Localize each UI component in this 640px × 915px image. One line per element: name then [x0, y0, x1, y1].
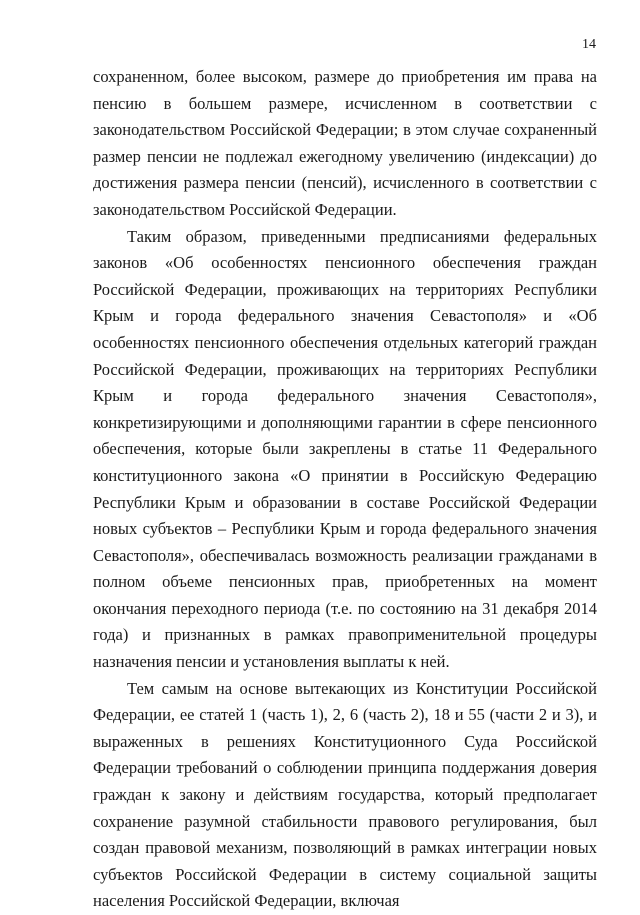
- paragraph-continuation: сохраненном, более высоком, размере до приобретения им права на пенсию в большем размере, исчисленном в соответствии с законодательством Российской Федерации; в этом случае сохраненный размер пенсии не подлежал ежегодному увеличению (индексации) до достижения размера пенсии (пенсий), исчисленного в соответствии с законодательством Российской Федерации.: [93, 67, 597, 219]
- paragraph-legal-mechanism: Тем самым на основе вытекающих из Конституции Российской Федерации, ее статей 1 (часть 1), 2, 6 (часть 2), 18 и 55 (части 2 и 3), и выраженных в решениях Конституционного Суда Российской Федерации требований о соблюдении принципа поддержания доверия граждан к закону и действиям государства, который предполагает сохранение разумной стабильности правового регулирования, был создан правовой механизм, позволяющий в рамках интеграции новых субъектов Российской Федерации в систему социальной защиты населения Российской Федерации, включая: [93, 678, 597, 911]
- paragraph-federal-laws-summary: Таким образом, приведенными предписаниями федеральных законов «Об особенностях пенсионного обеспечения граждан Российской Федерации, проживающих на территориях Республики Крым и города федерального значения Севастополя» и «Об особенностях пенсионного обеспечения отдельных категорий граждан Российской Федерации, проживающих на территориях Республики Крым и города федерального значения Севастополя», конкретизирующими и дополняющими гарантии в сфере пенсионного обеспечения, которые были закреплены в статье 11 Федерального конституционного закона «О принятии в Российскую Федерацию Республики Крым и образовании в составе Российской Федерации новых субъектов – Республики Крым и города федерального значения Севастополя», обеспечивалась возможность реализации гражданами в полном объеме пенсионных прав, приобретенных на момент окончания переходного периода (т.е. по состоянию на 31 декабря 2014 года) и признанных в рамках правоприменительной процедуры назначения пенсии и установления выплаты к ней.: [93, 226, 597, 672]
- page-number: 14: [582, 37, 596, 52]
- document-body: [93, 64, 597, 915]
